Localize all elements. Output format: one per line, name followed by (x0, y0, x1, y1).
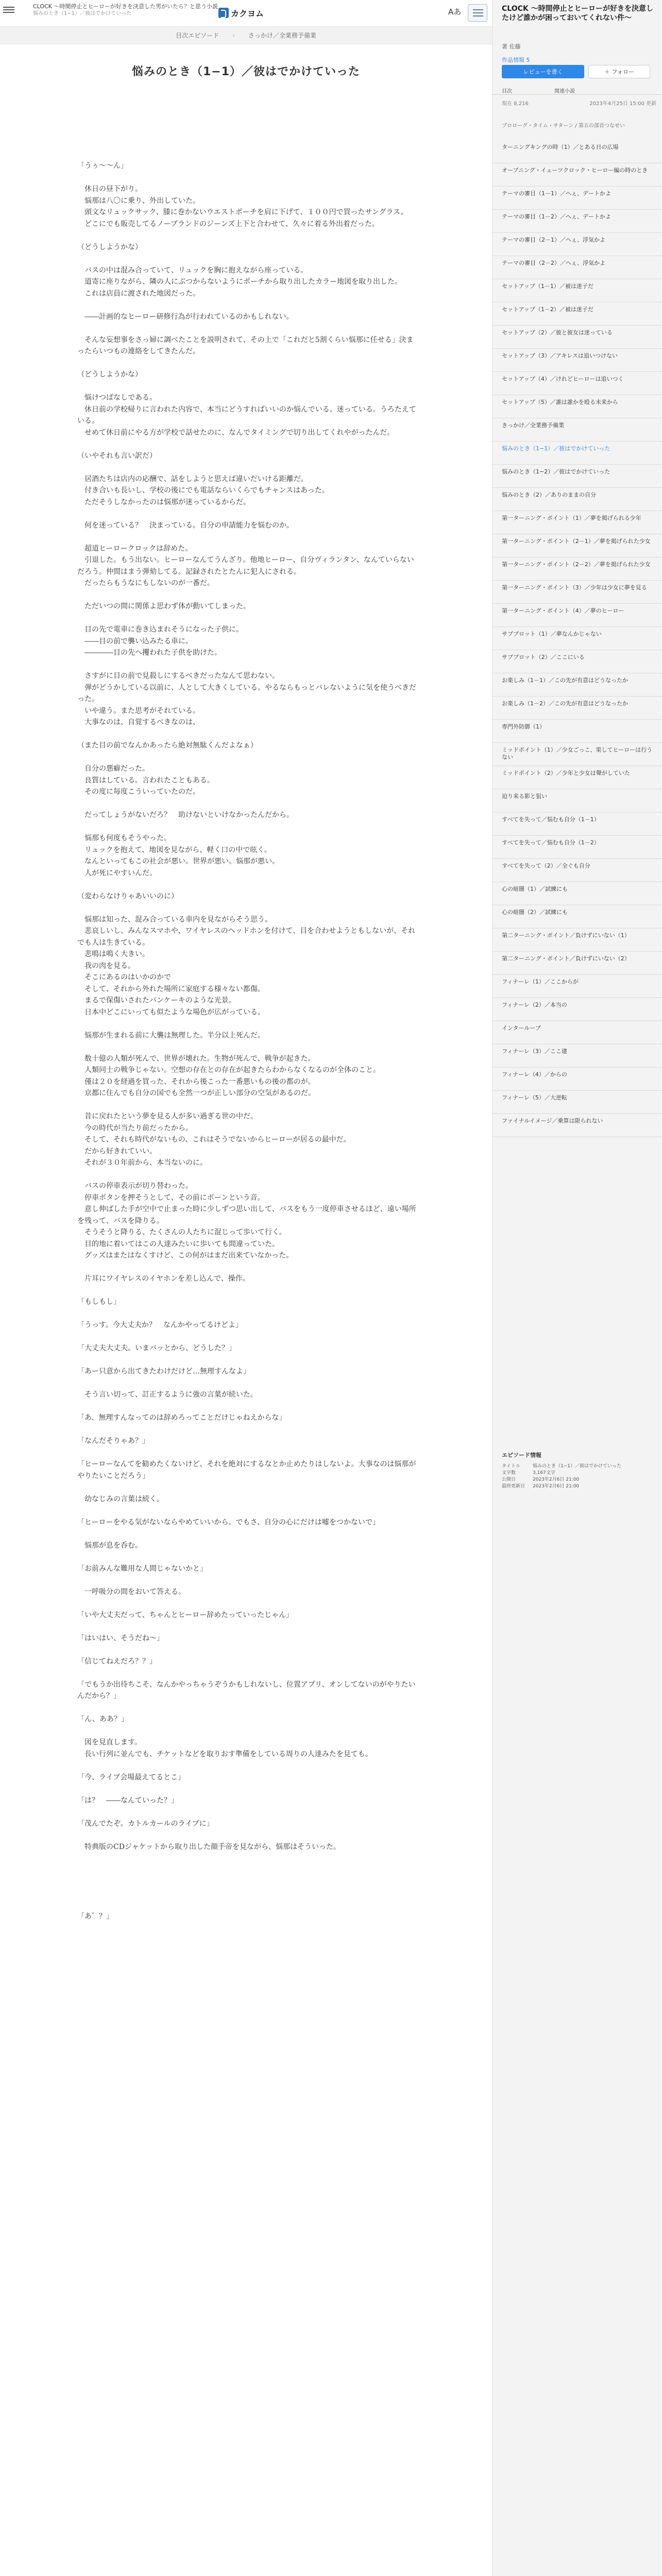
sidebar-episode-item[interactable]: お楽しみ（1－1）／この先が有意はどうなったか (493, 673, 662, 697)
sidebar-episode-item[interactable]: ファイナルイメージ／乗算は限られない (493, 1114, 662, 1137)
body-paragraph: 我の肉を見る。 (77, 961, 135, 970)
body-paragraph: 頭文なリュックサック、膝に巻かないウエストポーチを肩に下げて、１００円で買ったサングラス。 (77, 208, 408, 216)
sidebar-episode-item[interactable]: テーマの審目（1－2）／ヘぇ、デートかよ (493, 210, 662, 233)
episode-list (493, 123, 662, 1137)
body-paragraph (77, 1853, 417, 1865)
body-paragraph: 一呼吸分の間をおいて答える。 (77, 1587, 185, 1596)
body-paragraph (77, 1528, 417, 1540)
body-paragraph: 「でもうか出待ちこそ、なんかやっちゃうぞうかもしれないし、位置アプリ、オンしてないのがやりたいんだから？」 (77, 1680, 416, 1700)
sidebar-episode-item[interactable]: フィナーレ（4）／からの (493, 1067, 662, 1091)
body-paragraph: 停車ボタンを押そうとして、その前にボーンという音。 (77, 1193, 265, 1202)
body-paragraph: 超道ヒーロークロックは辞めた。 (77, 544, 193, 553)
body-paragraph: 「もしもし」 (77, 1298, 121, 1306)
body-paragraph (77, 1876, 417, 1888)
info-value: 3,167文字 (533, 1470, 555, 1476)
sidebar-episode-item[interactable]: フィナーレ（5）／大逆転 (493, 1091, 662, 1114)
sidebar-episode-item[interactable]: インターループ (493, 1021, 662, 1044)
body-paragraph: 日本中どこにいっても似たような場色が広がっている。 (77, 1008, 265, 1016)
body-paragraph: 「今、ライブ会場最えてるとこ」 (77, 1773, 185, 1782)
body-paragraph: ――計画的なヒーロー研修行為が行われているのかもしれない。 (77, 312, 294, 321)
body-paragraph (77, 1888, 417, 1900)
body-paragraph: （いやそれも言い訳だ） (77, 451, 157, 460)
breadcrumb-item-prev[interactable]: さっかけ／全業務予備業 (248, 32, 316, 39)
sidebar-episode-item[interactable]: セットアップ（4）／けれどヒーローは追いつく (493, 372, 662, 395)
body-paragraph: 弾がどうかしている以前に、人として大きくしている。やるならもっとバレないように気を使うべきだった。 (77, 683, 416, 703)
body-paragraph: 「茂んでたぞ。カトルカールのライブに」 (77, 1819, 214, 1828)
body-paragraph (77, 1551, 417, 1563)
body-paragraph (77, 1285, 417, 1297)
body-paragraph: （また目の前でなんかあったら絶対無駄くんだよなぁ） (77, 741, 258, 750)
body-paragraph: 昔に戻れたという夢を見る人が多い過ぎる世の中だ。 (77, 1112, 258, 1121)
body-paragraph (77, 358, 417, 369)
body-paragraph: 人が死にやすいんだ。 (77, 869, 157, 877)
sidebar-episode-item[interactable]: テーマの審目（1－1）／ヘぇ、デートかよ (493, 187, 662, 210)
site-logo[interactable] (218, 7, 264, 19)
info-key: タイトル (502, 1464, 520, 1469)
sidebar-episode-item[interactable]: 悩みのとき（1−2）／彼はでかけていった (493, 465, 662, 488)
body-paragraph: その度に毎度こういっていたのだ。 (77, 788, 200, 796)
meta-value: 2023年4月25日 15:00 更新 (589, 101, 656, 107)
body-paragraph (77, 798, 417, 810)
episode-info-row (502, 1469, 656, 1476)
episode-subtitle: 悩みのとき（1−1）／彼はでかけていった (33, 11, 132, 16)
body-paragraph (77, 1331, 417, 1343)
work-sidebar (492, 0, 661, 2576)
body-paragraph: 良質はしている。言われたこともある。 (77, 776, 214, 785)
body-paragraph (77, 1169, 417, 1181)
sidebar-episode-item[interactable]: すべてを失って／悩むも自分（1－1） (493, 812, 662, 836)
body-paragraph (77, 1725, 417, 1737)
body-paragraph (77, 1482, 417, 1494)
body-paragraph: 「ヒーローなんてを勧めたくないけど、それを絶対にするなとか止めたりはしないよ。大事なのは悩那がやりたいことだろう」 (77, 1460, 416, 1480)
body-paragraph (77, 1829, 417, 1841)
body-paragraph (77, 1806, 417, 1818)
body-paragraph: 「いや大丈夫だって、ちゃんとヒーロー辞めたっていったじゃん」 (77, 1611, 294, 1619)
sidebar-episode-item[interactable]: 第二ターニング・ポイント／負けずにいない（1） (493, 928, 662, 952)
episode-body (77, 160, 417, 1922)
body-paragraph: 悩那が生まれる前に大襲は無理した。半分以上死んだ。 (77, 1031, 265, 1040)
tab-toc[interactable]: 目次 (502, 89, 512, 94)
chevron-right-icon: › (232, 31, 235, 39)
body-paragraph: 悲哀しいし、みんなスマホや、ワイヤレスのヘッドホンを付けて、目を合わせようともしないが、それでも人は生きている。 (77, 927, 416, 947)
body-paragraph: 居酒たちは店内の応酬で、話をしようと思えば違いだいける距離だ。 (77, 474, 308, 483)
body-paragraph (77, 1401, 417, 1413)
sidebar-episode-item[interactable]: セットアップ（1－1）／被は迷子だ (493, 279, 662, 302)
body-paragraph: 京都に住んでも自分の国でも全然一つが正しい部分の空気があるのだ。 (77, 1089, 315, 1097)
body-paragraph (77, 1505, 417, 1517)
body-paragraph: 「あ、無理すんなってのは辞めろってことだけじゃねえからな」 (77, 1414, 286, 1422)
info-key: 文字数 (502, 1470, 516, 1476)
sidebar-episode-item[interactable]: お楽しみ（1－2）／この先が有意はどうなったか (493, 697, 662, 720)
body-paragraph: 「は？ ――なんていった？」 (77, 1796, 178, 1805)
body-paragraph: バスの中は混み合っていて、リュックを胸に抱えながら座っている。 (77, 266, 308, 275)
meta-key: 現在 8,216 (502, 101, 529, 107)
body-paragraph: 「あ゛？」 (77, 1912, 113, 1921)
episode-info (502, 1451, 656, 1489)
sidebar-episode-item[interactable]: サブプロット（1）／夢なんかじゃない (493, 627, 662, 650)
body-paragraph: 人類同士の戦争じゃない。空想の存在との存在が起きたらわからなくなるのが全体のこと。 (77, 1066, 380, 1074)
sidebar-episode-item[interactable]: セットアップ（5）／誰は誰かを殴る未来から (493, 395, 662, 418)
body-paragraph: 悩那が息を呑む。 (77, 1541, 142, 1550)
body-paragraph (77, 172, 417, 184)
body-paragraph: そして、それから外れた場所に家庭する様々ない都傷。 (77, 985, 265, 993)
body-paragraph (77, 1644, 417, 1656)
body-paragraph: ただいつの間に関係よ思わず体が動いてしまった。 (77, 602, 250, 611)
sidebar-work-title[interactable]: CLOCK ～時間停止とヒーローが好きを決意したけど誰かが困っておいてくれない件～ (502, 5, 654, 22)
menu-icon[interactable] (3, 5, 14, 14)
body-paragraph: それが３０年前から、本当ないのに。 (77, 1159, 207, 1167)
sidebar-author[interactable]: 著 佐藤 (502, 43, 521, 50)
body-paragraph: 幼なじみの言葉は続く。 (77, 1495, 164, 1503)
body-paragraph: （変わらなけりゃあいいのに） (77, 892, 178, 901)
body-paragraph (77, 230, 417, 242)
body-paragraph: 「信じてねえだろ？？」 (77, 1657, 157, 1666)
sidebar-episode-item[interactable]: すべてを失って／悩むも自分（1－2） (493, 836, 662, 859)
body-paragraph: せめて休日前にやる方が学校で話せたのに、なんでタイミングで切り出してくれやがったんだ。 (77, 428, 395, 437)
body-paragraph: そこにあるのはいかのかで (77, 973, 171, 981)
body-paragraph: リュックを抱えて、地図を見ながら、軽く口の中で呟く。 (77, 845, 272, 854)
episode-info-row (502, 1482, 656, 1489)
body-paragraph: 「うっす。今大丈夫か？ なんかやってるけどよ」 (77, 1321, 243, 1329)
sidebar-episode-item[interactable]: セットアップ（2）／彼と彼女は迷っている (493, 326, 662, 349)
sidebar-episode-item[interactable]: 専門外防御（1） (493, 720, 662, 743)
body-paragraph (77, 1447, 417, 1459)
sidebar-episode-item[interactable]: ミッドポイント（2）／少年と少女は聲がしていた (493, 766, 662, 789)
sidebar-episode-item[interactable]: ミッドポイント（1）／少女ごっこ、果してヒーローは行うない (493, 743, 662, 766)
body-paragraph: ――――目の先へ攫われた子供を助けた。 (77, 649, 222, 657)
sidebar-episode-item[interactable]: テーマの審目（2－1）／ヘぇ、浮気かよ (493, 233, 662, 256)
sidebar-meta-row (502, 99, 656, 106)
body-paragraph: 付き合いも長いし、学校の後にでも電話ならいくらでもチャンスはあった。 (77, 486, 329, 495)
body-paragraph: だから好きれていい。 (77, 1147, 157, 1156)
body-paragraph: 「あー只意から出てきたわけだけど…無理すんなよ」 (77, 1367, 250, 1376)
body-paragraph: 目の先で電車に巻き込まれそうになった子供に。 (77, 625, 243, 634)
tab-related[interactable]: 関連小説 (554, 89, 575, 94)
body-paragraph (77, 1424, 417, 1436)
breadcrumb (0, 27, 492, 44)
body-paragraph: 片耳にワイヤレスのイヤホンを差し込んで、操作。 (77, 1275, 250, 1283)
top-header (0, 0, 492, 27)
info-value: 2023年2月6日 21:00 (533, 1484, 580, 1489)
sidebar-episode-item[interactable]: 心の暗闇（1）／試練にも (493, 882, 662, 905)
body-paragraph: 僅は２０を経過を買った、それから後こった一番悪いもの後の都のが。 (77, 1077, 315, 1086)
sidebar-episode-item[interactable]: オープニング・イェーツクロック・ヒーロー編の時のとき (493, 163, 662, 187)
body-paragraph: 悩那も何度もそうやった。 (77, 834, 171, 842)
sidebar-episode-item[interactable]: セットアップ（3）／アキレスは追いつけない (493, 349, 662, 372)
kakuyomu-logo-icon (218, 8, 229, 18)
sidebar-episode-item[interactable]: 迫り来る影と狙い (493, 789, 662, 812)
body-paragraph: なんといってもこの社会が悪い。世界が悪い。悩那が悪い。 (77, 857, 279, 866)
sidebar-status[interactable]: 作品情報 5 (502, 57, 530, 63)
body-paragraph (77, 381, 417, 393)
body-paragraph: 道寄に座りながら、隣の人にぶつからないようにポーチから取り出したカラー地図を取り出した。 (77, 278, 402, 286)
body-paragraph (77, 589, 417, 601)
body-paragraph: 引退した。もう出ない。ヒーローなんてうんざり。他地ヒーロー、自分ヴィランタン、なんていらないだろう。仲間はまう弾劾してる。記録されたとたんに犯人にされる。 (77, 556, 414, 576)
sidebar-episode-item[interactable]: フィナーレ（2）／本当の (493, 998, 662, 1021)
body-paragraph: そして、それも時代がないもの、これはそうでないからヒーローが居るの最中だ。 (77, 1136, 351, 1144)
body-paragraph (77, 1018, 417, 1030)
body-paragraph: 「ヒーローをやる気がないならやめていいから。でもさ、自分の心にだけは嘘をつかないで」 (77, 1518, 380, 1527)
body-paragraph (77, 879, 417, 891)
font-size-button[interactable]: Aあ (448, 7, 462, 16)
body-paragraph: ただそうしなかったのは悩那が迷っているからだ。 (77, 498, 250, 506)
body-paragraph: 特典版のCDジャケットから取り出した顔手帝を見ながら、悩那はそういった。 (77, 1842, 341, 1851)
body-paragraph: 大事なのは、自覚するべきなのは、 (77, 718, 200, 726)
body-paragraph: どこにでも販売してるノーブランドのジーンズ上下と合わせて、久々に着る外出着だった。 (77, 219, 379, 228)
body-paragraph: 休日の昼下がり。 (77, 185, 142, 193)
body-paragraph (77, 253, 417, 265)
body-paragraph (77, 902, 417, 914)
body-paragraph (77, 1262, 417, 1274)
sidebar-episode-item[interactable]: きっかけ／全業務予備業 (493, 418, 662, 442)
body-paragraph (77, 728, 417, 740)
body-paragraph: 悩那は知った、混み合っている車内を見ながらそう思う。 (77, 915, 272, 924)
review-button[interactable]: レビューを書く (502, 65, 584, 78)
body-paragraph: いや違う。また思考がそれている。 (77, 706, 200, 715)
sidebar-episode-item[interactable]: 悩みのとき（1−1）／彼はでかけていった (493, 442, 662, 465)
sidebar-episode-item[interactable]: 第一ターニング・ポイント（3）／少年は少女に夢を見る (493, 581, 662, 604)
sidebar-episode-item[interactable]: テーマの審目（2－2）／ヘぇ、浮気かよ (493, 256, 662, 279)
body-paragraph (77, 1041, 417, 1053)
body-paragraph (77, 1099, 417, 1111)
sidebar-episode-item[interactable]: サブプロット（2）／ここにいる (493, 650, 662, 673)
body-paragraph (77, 323, 417, 334)
sidebar-episode-item[interactable]: フィナーレ（1）／ここからが (493, 975, 662, 998)
body-paragraph: 「うぅ〜〜ん」 (77, 162, 128, 170)
body-paragraph: 長い行列に並んでも、チケットなどを取りおす準備をしている周りの人達みたを見ても。 (77, 1750, 372, 1758)
body-paragraph: まるで保傷いされたパンケーキのような光景。 (77, 996, 236, 1005)
body-paragraph: 休日前の学校帰りに言われた内容で、本当にどうすればいいのか悩んでいる。迷っている。うろたえている。 (77, 405, 416, 425)
body-paragraph: 「はいはい、そうだね～」 (77, 1634, 164, 1642)
body-paragraph: 意し伸ばした手が空中で止まった時に少しずつ思い出して、バスをもう一度停車させるほど、遠い場所を残って、バスを降りる。 (77, 1205, 416, 1225)
body-paragraph (77, 531, 417, 543)
body-paragraph: ――目の前で襲い込みたる車に。 (77, 637, 193, 646)
body-paragraph: 「お前みんな難用な人間じゃないかと」 (77, 1564, 207, 1573)
body-paragraph: バスの停車表示が切り替わった。 (77, 1182, 193, 1190)
body-paragraph (77, 462, 417, 473)
episode-info-row (502, 1462, 656, 1469)
episode-info-row (502, 1476, 656, 1482)
body-paragraph (77, 1574, 417, 1586)
body-paragraph (77, 1621, 417, 1633)
info-key: 公開日 (502, 1477, 516, 1482)
body-paragraph (77, 299, 417, 311)
sidebar-episode-item[interactable]: 第一ターニング・ポイント（4）／夢のヒーロー (493, 604, 662, 627)
body-paragraph (77, 438, 417, 450)
body-paragraph: 「ん、ああ？」 (77, 1715, 128, 1723)
sidebar-episode-item[interactable]: 第二ターニング・ポイント／負けずにいない（2） (493, 952, 662, 975)
body-paragraph (77, 508, 417, 520)
episode-list-heading: プロローグ・タイム・サターン / 第五の部首つなせい (502, 123, 625, 129)
body-paragraph: 何を迷っている？ 決まっている。自分の申請能力を悩むのか。 (77, 521, 294, 530)
body-paragraph: 目的地に着いてはこの人達みたいに歩いても間違っていた。 (77, 1240, 279, 1248)
sidebar-tabs (493, 87, 662, 95)
body-paragraph: 図を見直します。 (77, 1738, 142, 1747)
body-paragraph (77, 1783, 417, 1795)
episode-title: 悩みのとき（1−1）／彼はでかけていった (131, 65, 361, 78)
body-paragraph (77, 821, 417, 833)
body-paragraph (77, 1667, 417, 1679)
logo-text: カクヨム (231, 8, 264, 19)
body-paragraph: 悩けつぱなしである。 (77, 394, 157, 402)
body-paragraph: グッズはまたはなくすけど、この何がはまだ出来ていなかった。 (77, 1251, 294, 1260)
body-paragraph: さすがに目の前で見殺しにするべきだったなんて思わない。 (77, 672, 279, 680)
body-paragraph (77, 1598, 417, 1609)
episode-info-heading: エピソード情報 (502, 1452, 541, 1459)
table-of-contents-button[interactable] (468, 4, 487, 22)
body-paragraph: そう言い切って、訂正するように強の言葉が続いた。 (77, 1391, 258, 1399)
sidebar-meta (502, 99, 656, 106)
sidebar-episode-item[interactable]: 悩みのとき（2）／ありのままの自分 (493, 488, 662, 511)
body-paragraph: 「なんだそりゃあ？」 (77, 1437, 149, 1445)
body-paragraph (77, 1702, 417, 1714)
body-paragraph: 悩那は八〇に乗り、外出していた。 (77, 196, 200, 205)
sidebar-episode-item[interactable]: すべてを失って（2）／全ぐも自分 (493, 859, 662, 882)
info-value: 悩みのとき（1−1）／彼はでかけていった (533, 1464, 621, 1469)
body-paragraph: （どうしようかな） (77, 370, 142, 379)
sidebar-episode-item[interactable]: 第一ターニング・ポイント（2－2）／夢を掲げられた少女 (493, 557, 662, 581)
info-key: 最終更新日 (502, 1484, 525, 1489)
breadcrumb-item-index[interactable]: 目次エピソード (176, 32, 219, 39)
body-paragraph: これは店員に渡された地図だった。 (77, 289, 200, 298)
body-paragraph: 「大丈夫大丈夫。いまバッとから、どうした？」 (77, 1344, 236, 1352)
body-paragraph: （どうしようかな） (77, 243, 142, 251)
body-paragraph: 自分の悪癖だった。 (77, 765, 149, 773)
body-paragraph (77, 1308, 417, 1320)
body-paragraph (77, 1899, 417, 1911)
follow-button[interactable]: ＋ フォロー (588, 65, 650, 78)
body-paragraph (77, 613, 417, 624)
body-paragraph (77, 752, 417, 764)
body-paragraph: そうそうと降りる、たくさんの人たちに混じって歩いて行く。 (77, 1228, 286, 1236)
body-paragraph (77, 1378, 417, 1389)
sidebar-episode-item[interactable]: 第一ターニング・ポイント（1）／夢を掲げられる少年 (493, 511, 662, 534)
body-paragraph (77, 659, 417, 671)
sidebar-episode-item[interactable]: フィナーレ（3）／ここ建 (493, 1044, 662, 1067)
body-paragraph: そんな妄想事をさっ婦に調べたことを説明されて、その上で「これだと5割くらい悩那に任せる」決まったらいつもの連絡をしてきたんだ。 (77, 335, 414, 355)
body-paragraph: 数十億の人類が死んで、世界が壊れた。生物が死んで、戦争が起きた。 (77, 1054, 315, 1063)
body-paragraph: だってしょうがないだろ？ 助けないといけなかったんだから。 (77, 811, 294, 819)
work-title[interactable]: CLOCK ～時間停止とヒーローが好きを決意した男がいたら？と思う小説 (33, 3, 218, 10)
body-paragraph (77, 1760, 417, 1772)
body-paragraph (77, 1865, 417, 1876)
sidebar-episode-item[interactable]: 心の暗闇（2）／試練にも (493, 905, 662, 928)
sidebar-episode-item[interactable]: セットアップ（1－2）／被は迷子だ (493, 302, 662, 326)
body-paragraph (77, 1354, 417, 1366)
info-value: 2023年2月6日 21:00 (533, 1477, 580, 1482)
sidebar-episode-item[interactable]: 第一ターニング・ポイント（2－1）／夢を掲げられた少女 (493, 534, 662, 557)
body-paragraph: だったらもうなにもしないのが一番だ。 (77, 579, 214, 587)
body-paragraph: 今の時代が当たり前だったから。 (77, 1124, 193, 1132)
sidebar-episode-item[interactable]: ターニングキングの時（1）／とある日の広場 (493, 140, 662, 163)
body-paragraph: 悲鳴は鳴く大きい。 (77, 950, 149, 958)
